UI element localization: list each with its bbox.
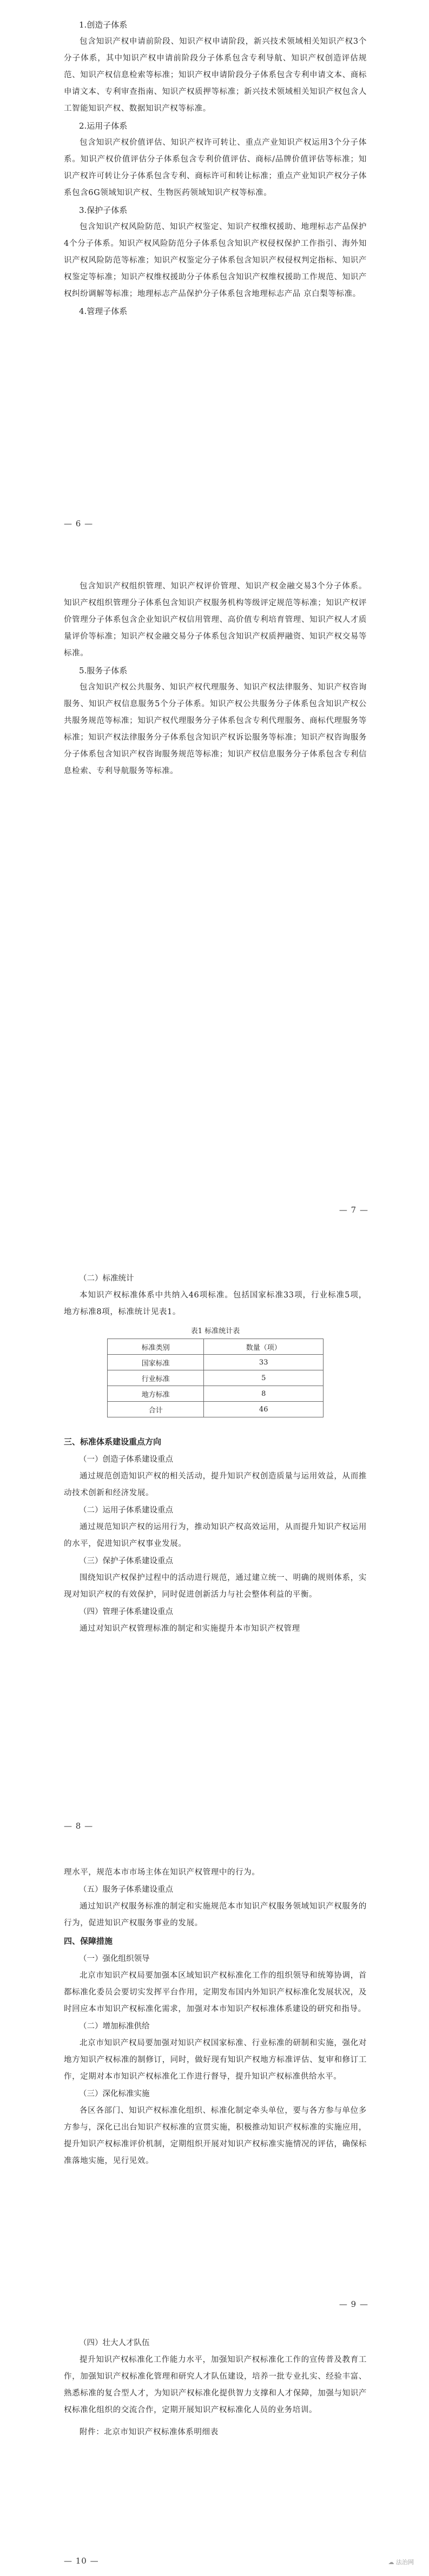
direction-heading-3: （三）保护子体系建设重点	[79, 1557, 173, 1565]
paragraph-utilization: 包含知识产权价值评估、知识产权许可转让、重点产业知识产权运用3个分子体系。知识产权价值评估分子体系包含专利价值评估、商标/品牌价值评估等标准；知识产权许可转让分子体系包含专利、商标许可和转让标准；重点产业知识产权分子体系包含6G领域知识产权、生物医药领域知识产权等标准。	[64, 138, 367, 197]
section-heading-protection: 3.保护子体系	[79, 205, 128, 215]
stats-paragraph: 本知识产权标准体系中共纳入46项标准。包括国家标准33项，行业标准5项，地方标准8项，标准统计见表1。	[64, 1291, 367, 1316]
section-heading-creation: 1.创造子体系	[79, 20, 128, 30]
page-number: — 7 —	[339, 1205, 368, 1215]
continued-paragraph: 理水平，规范本市市场主体在知识产权管理中的行为。	[64, 1868, 260, 1877]
direction-heading-1: （一）创造子体系建设重点	[79, 1455, 173, 1464]
table-row	[108, 1402, 324, 1417]
chapter-heading-guarantees: 四、保障措施	[64, 1936, 113, 1946]
table-cell: 合计	[108, 1402, 204, 1417]
table-row	[108, 1370, 324, 1386]
table-row	[108, 1386, 324, 1402]
paragraph-management: 包含知识产权组织管理、知识产权评价管理、知识产权金融交易3个分子体系。知识产权组织管理分子体系包含知识产权服务机构等级评定规范等标准；知识产权评价管理分子体系包含企业知识产权信用管理、高价值专利培育管理、知识产权人才质量评价等标准；知识产权金融交易分子体系包含知识产权质押融资、知识产权交易等标准。	[64, 582, 367, 658]
table-header-cell: 数量（项）	[204, 1339, 324, 1355]
direction-paragraph-1: 通过规范创造知识产权的相关活动，提升知识产权创造质量与运用效益，从而推动技术创新和经济发展。	[64, 1472, 367, 1497]
direction-heading-2: （二）运用子体系建设重点	[79, 1506, 173, 1515]
watermark: ☁ 法治网	[388, 2559, 414, 2566]
table-header-cell: 标准类别	[108, 1339, 204, 1355]
table-caption: 表1 标准统计表	[190, 1327, 240, 1335]
table-row	[108, 1355, 324, 1370]
attachment-note: 附件：北京市知识产权标准体系明细表	[80, 2428, 219, 2437]
standards-stats-table	[107, 1339, 324, 1417]
table-cell: 地方标准	[108, 1386, 204, 1402]
section-heading-service: 5.服务子体系	[79, 666, 128, 675]
page-number: — 8 —	[64, 1821, 94, 1831]
document-page-9	[0, 1848, 429, 2324]
guarantee-paragraph-4: 提升知识产权标准化工作能力水平，加强知识产权标准化工作的宣传普及教育工作，加强知识产权标准化管理和研究人才队伍建设，培养一批专业扎实、经验丰富、熟悉标准的复合型人才，为知识产权标准化提供智力支撑和人才保障，加强与知识产权标准化组织的交流合作，定期开展知识产权标准化人员的业务培训。	[64, 2356, 367, 2414]
guarantee-paragraph-2: 北京市知识产权局要加强对知识产权国家标准、行业标准的研制和实施，强化对地方知识产权标准的制修订，同时，做好现有知识产权地方标准评估、复审和修订工作，定期对本市知识产权标准化工作进行督导，提升知识产权标准供给水平。	[64, 2039, 367, 2081]
document-page-8	[0, 1232, 429, 1848]
table-cell: 33	[204, 1355, 324, 1370]
paragraph-service: 包含知识产权公共服务、知识产权代理服务、知识产权法律服务、知识产权咨询服务、知识产权信息服务5个分子体系。知识产权公共服务分子体系包含知识产权公共服务规范等标准；知识产权代理服务分子体系包含专利代理服务、商标代理服务等标准；知识产权法律服务分子体系包含知识产权诉讼服务等标准；知识产权咨询服务分子体系包含知识产权咨询服务规范等标准；知识产权信息服务分子体系包含专利信息检索、专利导航服务等标准。	[64, 683, 367, 775]
page-number: — 9 —	[339, 2299, 368, 2309]
direction-paragraph-5: 通过知识产权服务标准的制定和实施规范本市知识产权服务领域知识产权服务的行为，促进知识产权服务事业的发展。	[64, 1902, 367, 1928]
page-number: — 6 —	[64, 519, 94, 528]
table-cell: 行业标准	[108, 1370, 204, 1386]
stats-heading: （二）标准统计	[79, 1274, 134, 1283]
direction-paragraph-3: 围绕知识产权保护过程中的活动进行规范，通过建立统一、明确的规则体系，实现对知识产权的有效保护，同时促进创新活力与社会整体利益的平衡。	[64, 1574, 367, 1599]
paragraph-protection: 包含知识产权风险防范、知识产权鉴定、知识产权维权援助、地理标志产品保护4个分子体系。知识产权风险防范分子体系包含知识产权侵权保护工作指引、海外知识产权风险防范等标准；知识产权鉴定分子体系包含知识产权侵权判定指标、知识产权鉴定等标准；知识产权维权援助分子体系包含知识产权维权援助工作规范、知识产权纠纷调解等标准；地理标志产品保护分子体系包含地理标志产品 京白梨等标准。	[64, 223, 367, 298]
guarantee-paragraph-1: 北京市知识产权局要加强本区域知识产权标准化工作的组织领导和统筹协调，首都标准化委员会要切实发挥平台作用，定期发布国内外知识产权标准化发展状况，及时回应本市知识产权标准化需求，加强对本市知识产权标准体系建设的研究和指导。	[64, 1971, 367, 2013]
direction-heading-5: （五）服务子体系建设重点	[79, 1885, 173, 1894]
guarantee-heading-2: （二）增加标准供给	[79, 2022, 150, 2031]
direction-paragraph-2: 通过规范知识产权的运用行为，推动知识产权高效运用，从而提升知识产权运用的水平，促进知识产权事业发展。	[64, 1523, 367, 1548]
page-number: — 10 —	[64, 2556, 99, 2566]
document-page-10	[0, 2324, 429, 2576]
guarantee-heading-1: （一）强化组织领导	[79, 1955, 150, 1963]
document-page-6	[0, 0, 429, 540]
direction-paragraph-4: 通过对知识产权管理标准的制定和实施提升本市知识产权管理	[80, 1624, 300, 1633]
document-page-7	[0, 540, 429, 1232]
table-cell: 5	[204, 1370, 324, 1386]
table-header-row	[108, 1339, 324, 1355]
table-cell: 国家标准	[108, 1355, 204, 1370]
section-heading-utilization: 2.运用子体系	[79, 121, 128, 131]
chapter-heading-directions: 三、标准体系建设重点方向	[64, 1437, 162, 1447]
direction-heading-4: （四）管理子体系建设重点	[79, 1608, 173, 1616]
guarantee-paragraph-3: 各区各部门、知识产权标准化组织、标准化制定牵头单位，要与各方参与单位多方参与，深化已出台知识产权标准的宣贯实施，积极推动知识产权标准的实施应用，提升知识产权标准评价机制，定期组织开展对知识产权标准实施情况的评估，确保标准落地实施，见行见效。	[64, 2106, 367, 2165]
paragraph-creation: 包含知识产权申请前阶段、知识产权申请阶段，新兴技术领域相关知识产权3个分子体系，其中知识产权申请前阶段分子体系包含专利导航、知识产权创造评估规范、知识产权信息检索等标准；知识产权申请阶段分子体系包含专利申请文本、商标申请文本、专利审查指南、知识产权质押等标准；新兴技术领域相关知识产权包含人工智能知识产权、数据知识产权等标准。	[64, 37, 367, 113]
table-cell: 8	[204, 1386, 324, 1402]
guarantee-heading-3: （三）深化标准实施	[79, 2090, 150, 2098]
table-cell: 46	[204, 1402, 324, 1417]
guarantee-heading-4: （四）壮大人才队伍	[79, 2339, 150, 2347]
section-heading-management: 4.管理子体系	[79, 306, 128, 316]
